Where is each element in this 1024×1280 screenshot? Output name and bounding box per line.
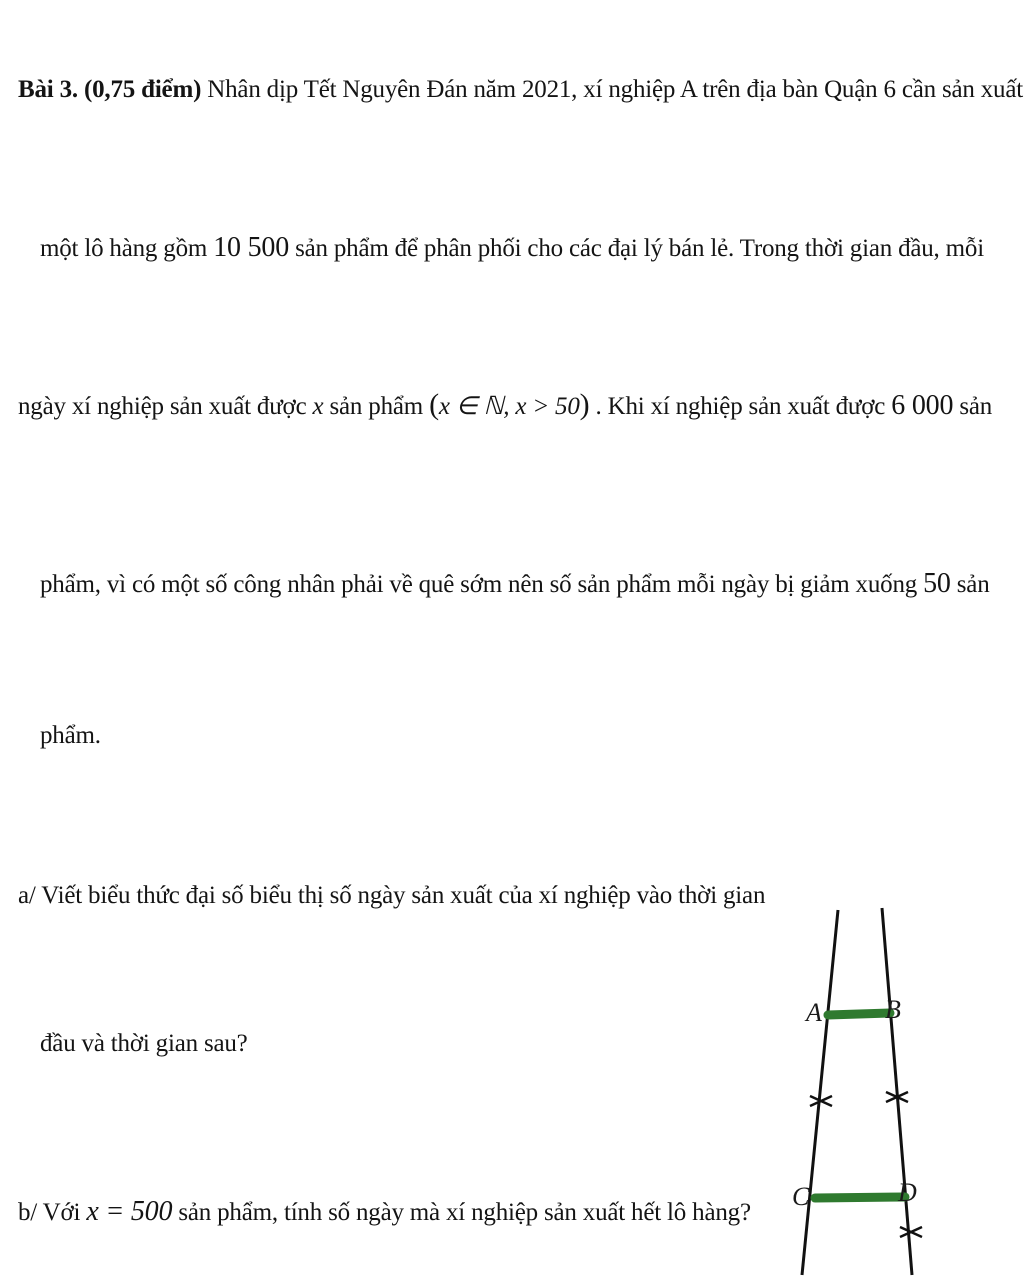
problem-text-5: phẩm. xyxy=(40,722,101,749)
figure-label-a: A xyxy=(806,998,822,1027)
problem-line-1 xyxy=(18,76,1023,105)
problem-text-4a: phẩm, vì có một số công nhân phải về quê sớm nên số sản phẩm mỗi ngày bị giảm xuống xyxy=(40,571,918,598)
quantity-total: 10 500 xyxy=(213,232,290,263)
problem-line-3 xyxy=(18,388,992,423)
figure-label-b: B xyxy=(885,995,901,1024)
segment-cd xyxy=(815,1197,905,1198)
segment-ab xyxy=(828,1013,890,1015)
question-b-line-1 xyxy=(18,1196,751,1228)
problem-text-1: Nhân dịp Tết Nguyên Đán năm 2021, xí nghiệp A trên địa bàn Quận 6 cần sản xuất xyxy=(207,76,1023,103)
question-b-text-b: sản phẩm, tính số ngày mà xí nghiệp sản xuất hết lô hàng? xyxy=(178,1199,751,1226)
problem-text-2a: một lô hàng gồm xyxy=(40,235,208,262)
condition-close-paren: ) xyxy=(579,388,590,421)
question-a-text-2: đầu và thời gian sau? xyxy=(40,1030,248,1057)
question-a-text-1: a/ Viết biểu thức đại số biểu thị số ngày sản xuất của xí nghiệp vào thời gian xyxy=(18,882,766,909)
quantity-reduction: 50 xyxy=(923,568,951,599)
problem-points: (0,75 điểm) xyxy=(83,76,202,103)
problem-text-3b: sản phẩm xyxy=(329,393,424,420)
condition-expression: x ∈ ℕ, x > 50 xyxy=(438,393,580,420)
problem-text-2b: sản phẩm để phân phối cho các đại lý bán lẻ. Trong thời gian đầu, mỗi xyxy=(295,235,984,262)
problem-line-2 xyxy=(40,232,984,264)
problem-text-3d: sản xyxy=(959,393,993,420)
problem-text-4b: sản xyxy=(956,571,990,598)
problem-line-4 xyxy=(40,568,990,600)
question-a-line-2 xyxy=(40,1030,248,1059)
question-b-text-a: b/ Với xyxy=(18,1199,81,1226)
problem-text-3c: . Khi xí nghiệp sản xuất được xyxy=(595,393,886,420)
value-x: x = 500 xyxy=(86,1196,173,1227)
diagram-svg xyxy=(760,900,1010,1280)
figure-label-d: D xyxy=(898,1178,917,1207)
figure-label-c: C xyxy=(792,1182,810,1211)
quantity-produced: 6 000 xyxy=(891,390,954,421)
trapezoid-ladder-diagram xyxy=(760,900,1010,1280)
problem-label: Bài 3. xyxy=(18,76,78,103)
question-a-line-1 xyxy=(18,882,765,911)
left-rail-line xyxy=(802,910,838,1275)
variable-x: x xyxy=(312,393,324,420)
problem-line-5 xyxy=(40,722,101,751)
problem-text-3a: ngày xí nghiệp sản xuất được xyxy=(18,393,307,420)
condition-open-paren: ( xyxy=(429,388,439,421)
